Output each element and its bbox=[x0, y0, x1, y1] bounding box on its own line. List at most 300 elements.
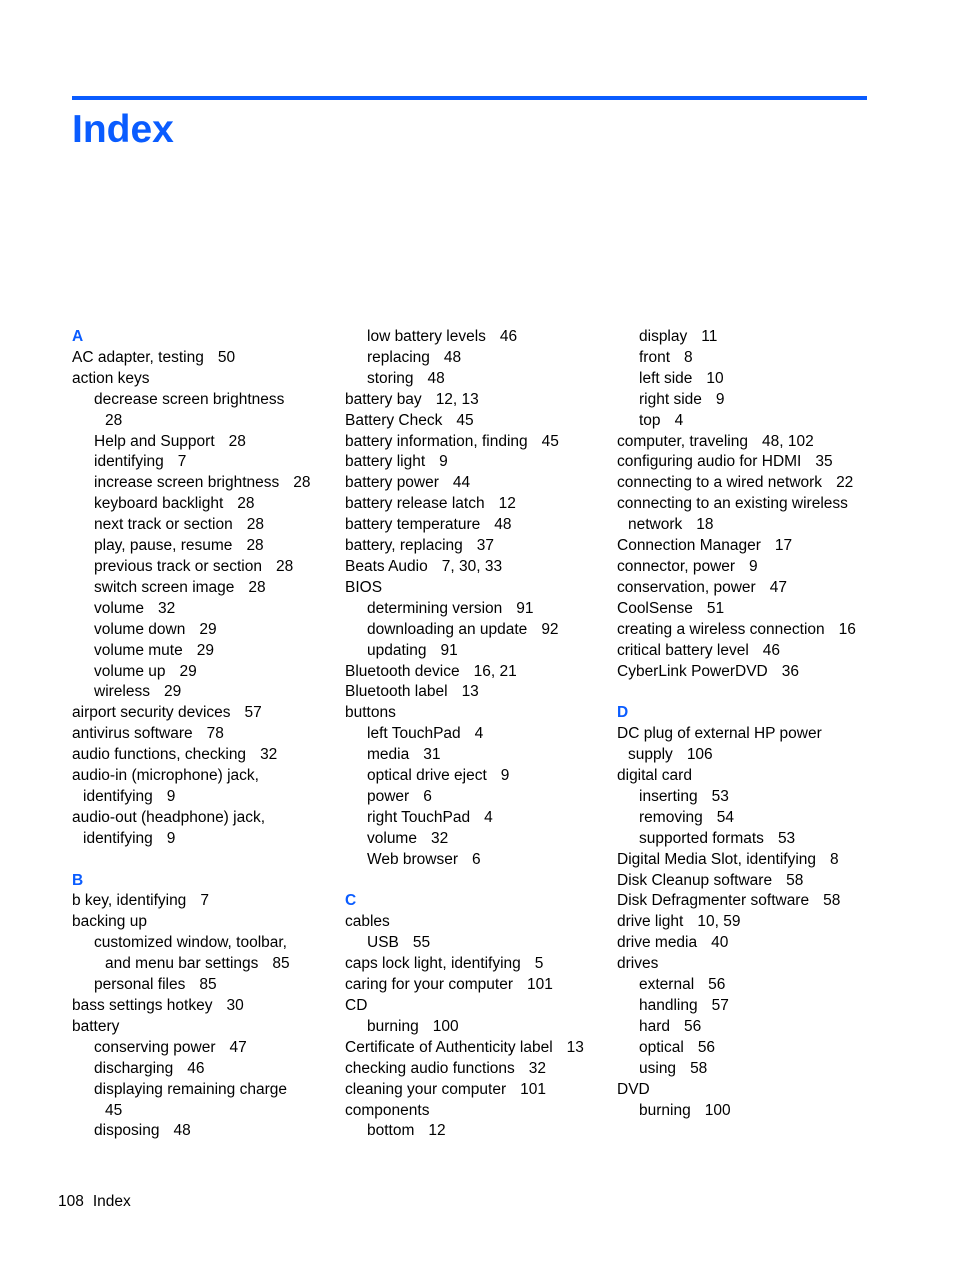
entry-page-numbers: 78 bbox=[206, 725, 224, 743]
index-column-1 bbox=[72, 327, 337, 1142]
index-entry bbox=[345, 975, 607, 996]
index-entry bbox=[617, 766, 877, 787]
entry-term: Help and Support bbox=[94, 432, 215, 450]
entry-page-numbers: 51 bbox=[706, 599, 725, 617]
entry-page-numbers: 100 bbox=[704, 1101, 731, 1119]
entry-term: configuring audio for HDMI bbox=[617, 453, 802, 471]
entry-term: volume mute bbox=[94, 641, 183, 659]
index-subentry bbox=[72, 641, 337, 662]
index-subentry bbox=[617, 829, 877, 850]
section-gap bbox=[345, 871, 607, 892]
entry-term: downloading an update bbox=[367, 620, 528, 638]
entry-page-numbers: 29 bbox=[163, 683, 182, 701]
entry-term: battery power bbox=[345, 474, 439, 492]
entry-term: increase screen brightness bbox=[94, 474, 280, 492]
index-entry bbox=[345, 1080, 607, 1101]
index-entry bbox=[617, 850, 877, 871]
entry-term: audio-in (microphone) jack, bbox=[72, 767, 259, 785]
entry-term: battery, replacing bbox=[345, 537, 463, 555]
entry-page-numbers: 4 bbox=[674, 411, 684, 429]
index-column-3 bbox=[617, 327, 877, 1121]
entry-term: drive media bbox=[617, 934, 698, 952]
entry-term: drive light bbox=[617, 913, 684, 931]
index-entry-continuation bbox=[72, 787, 337, 808]
entry-page-numbers: 46 bbox=[499, 328, 518, 345]
index-entry-continuation bbox=[72, 1101, 337, 1122]
entry-term: supply bbox=[628, 746, 673, 764]
entry-term: front bbox=[639, 348, 671, 366]
index-subentry bbox=[345, 1017, 607, 1038]
index-subentry bbox=[345, 787, 607, 808]
entry-term: wireless bbox=[94, 683, 150, 701]
entry-term: decrease screen brightness bbox=[94, 390, 285, 408]
index-entry bbox=[617, 912, 877, 933]
entry-term: CD bbox=[345, 996, 368, 1014]
entry-term: volume down bbox=[94, 620, 186, 638]
index-entry bbox=[617, 724, 877, 745]
entry-term: left TouchPad bbox=[367, 725, 461, 743]
index-entry bbox=[345, 1038, 607, 1059]
index-subentry bbox=[72, 662, 337, 683]
index-entry bbox=[72, 912, 337, 933]
index-entry bbox=[72, 766, 337, 787]
entry-page-numbers: 36 bbox=[781, 662, 799, 680]
entry-page-numbers: 17 bbox=[774, 537, 793, 555]
index-subentry bbox=[345, 829, 607, 850]
entry-page-numbers: 9 bbox=[166, 787, 176, 805]
entry-term: inserting bbox=[639, 787, 698, 805]
entry-term: cleaning your computer bbox=[345, 1080, 507, 1098]
entry-term: power bbox=[367, 787, 410, 805]
index-subentry bbox=[72, 390, 337, 411]
index-subentry bbox=[617, 808, 877, 829]
entry-term: display bbox=[639, 328, 688, 345]
entry-term: top bbox=[639, 411, 661, 429]
index-subentry bbox=[345, 766, 607, 787]
entry-term: conserving power bbox=[94, 1038, 216, 1056]
index-entry bbox=[617, 662, 877, 683]
index-entry bbox=[617, 578, 877, 599]
entry-page-numbers: 48, 102 bbox=[761, 432, 814, 450]
entry-page-numbers: 58 bbox=[823, 892, 841, 910]
entry-term: battery light bbox=[345, 453, 426, 471]
footer-title: Index bbox=[92, 1193, 131, 1210]
entry-page-numbers: 12 bbox=[428, 1122, 446, 1140]
entry-term: connecting to a wired network bbox=[617, 474, 823, 492]
entry-term: identifying bbox=[94, 453, 164, 471]
entry-page-numbers: 48 bbox=[494, 516, 512, 534]
index-subentry bbox=[345, 348, 607, 369]
index-subentry bbox=[72, 473, 337, 494]
entry-term: burning bbox=[367, 1017, 419, 1035]
entry-term: discharging bbox=[94, 1059, 174, 1077]
index-column-2 bbox=[345, 327, 607, 1142]
index-subentry bbox=[617, 1101, 877, 1122]
entry-term: b key, identifying bbox=[72, 892, 187, 910]
entry-term: hard bbox=[639, 1017, 671, 1035]
index-subentry bbox=[345, 641, 607, 662]
entry-term: Web browser bbox=[367, 850, 459, 868]
entry-page-numbers: 91 bbox=[440, 641, 458, 659]
entry-term: customized window, toolbar, bbox=[94, 934, 287, 952]
index-entry bbox=[617, 954, 877, 975]
entry-term: digital card bbox=[617, 767, 692, 785]
index-subentry bbox=[72, 536, 337, 557]
entry-term: CoolSense bbox=[617, 599, 693, 617]
entry-page-numbers: 32 bbox=[260, 746, 278, 764]
index-entry bbox=[72, 891, 337, 912]
index-subentry bbox=[72, 1059, 337, 1080]
index-entry bbox=[345, 578, 607, 599]
entry-page-numbers: 10 bbox=[706, 369, 724, 387]
entry-term: next track or section bbox=[94, 516, 233, 534]
entry-term: backing up bbox=[72, 913, 147, 931]
index-entry bbox=[617, 620, 877, 641]
index-subentry bbox=[617, 996, 877, 1017]
entry-term: optical drive eject bbox=[367, 767, 487, 785]
index-subentry bbox=[72, 975, 337, 996]
index-entry bbox=[617, 452, 877, 473]
entry-page-numbers: 9 bbox=[715, 390, 725, 408]
index-entry bbox=[617, 473, 877, 494]
entry-page-numbers: 47 bbox=[769, 578, 787, 596]
index-entry bbox=[345, 682, 607, 703]
entry-page-numbers: 32 bbox=[528, 1059, 547, 1077]
entry-page-numbers: 28 bbox=[246, 516, 264, 534]
entry-term: components bbox=[345, 1101, 430, 1119]
entry-page-numbers: 30 bbox=[226, 996, 244, 1014]
section-letter: B bbox=[72, 871, 84, 889]
index-subentry bbox=[617, 1017, 877, 1038]
entry-term: and menu bar settings bbox=[105, 955, 259, 973]
entry-term: battery temperature bbox=[345, 516, 481, 534]
entry-page-numbers: 6 bbox=[472, 850, 481, 868]
entry-term: network bbox=[628, 516, 683, 534]
entry-page-numbers: 58 bbox=[786, 871, 804, 889]
index-subentry bbox=[617, 975, 877, 996]
entry-page-numbers: 13 bbox=[461, 683, 479, 701]
index-entry bbox=[345, 1059, 607, 1080]
entry-page-numbers: 40 bbox=[711, 934, 729, 952]
entry-page-numbers: 92 bbox=[541, 620, 559, 638]
entry-page-numbers: 7, 30, 33 bbox=[441, 557, 503, 575]
entry-term: determining version bbox=[367, 599, 503, 617]
entry-term: Connection Manager bbox=[617, 537, 761, 555]
entry-term: right side bbox=[639, 390, 702, 408]
entry-page-numbers: 22 bbox=[836, 474, 854, 492]
index-subentry bbox=[72, 1038, 337, 1059]
entry-page-numbers: 13 bbox=[566, 1038, 584, 1056]
entry-term: BIOS bbox=[345, 578, 383, 596]
entry-page-numbers: 48 bbox=[443, 348, 462, 366]
index-entry-continuation bbox=[617, 515, 877, 536]
entry-page-numbers: 8 bbox=[830, 850, 839, 868]
entry-page-numbers: 48 bbox=[173, 1122, 191, 1140]
entry-page-numbers: 35 bbox=[815, 453, 833, 471]
entry-term: buttons bbox=[345, 704, 396, 722]
index-subentry bbox=[345, 724, 607, 745]
entry-term: DVD bbox=[617, 1080, 650, 1098]
entry-page-numbers: 28 bbox=[248, 578, 266, 596]
entry-term: storing bbox=[367, 369, 414, 387]
entry-page-numbers: 11 bbox=[701, 328, 718, 345]
index-subentry bbox=[617, 411, 877, 432]
entry-term: handling bbox=[639, 996, 698, 1014]
entry-term: displaying remaining charge bbox=[94, 1080, 288, 1098]
title-rule bbox=[72, 96, 867, 100]
entry-term: switch screen image bbox=[94, 578, 235, 596]
index-subentry bbox=[345, 850, 607, 871]
entry-page-numbers: 9 bbox=[749, 557, 758, 575]
index-subentry bbox=[345, 1121, 607, 1142]
entry-term: Disk Defragmenter software bbox=[617, 892, 810, 910]
entry-term: AC adapter, testing bbox=[72, 348, 204, 366]
entry-page-numbers: 53 bbox=[711, 787, 729, 805]
entry-term: removing bbox=[639, 808, 703, 826]
entry-page-numbers: 58 bbox=[690, 1059, 708, 1077]
entry-page-numbers: 32 bbox=[430, 829, 449, 847]
entry-page-numbers: 31 bbox=[423, 746, 441, 764]
entry-page-numbers: 55 bbox=[412, 934, 431, 952]
entry-page-numbers: 54 bbox=[716, 808, 734, 826]
entry-page-numbers: 85 bbox=[272, 955, 290, 973]
entry-term: critical battery level bbox=[617, 641, 749, 659]
page-title: Index bbox=[72, 108, 174, 151]
index-entry bbox=[617, 494, 877, 515]
index-subentry bbox=[72, 1121, 337, 1142]
entry-page-numbers: 16, 21 bbox=[473, 662, 517, 680]
index-subentry bbox=[345, 369, 607, 390]
entry-term: volume bbox=[94, 599, 144, 617]
index-entry bbox=[617, 871, 877, 892]
entry-page-numbers: 56 bbox=[697, 1038, 716, 1056]
entry-term: USB bbox=[367, 934, 399, 952]
index-entry bbox=[72, 1017, 337, 1038]
entry-page-numbers: 29 bbox=[196, 641, 214, 659]
entry-term: volume up bbox=[94, 662, 166, 680]
entry-page-numbers: 29 bbox=[179, 662, 197, 680]
index-entry bbox=[345, 494, 607, 515]
entry-page-numbers: 91 bbox=[516, 599, 534, 617]
entry-term: Battery Check bbox=[345, 411, 443, 429]
entry-page-numbers: 46 bbox=[187, 1059, 205, 1077]
index-entry bbox=[345, 557, 607, 578]
entry-term: identifying bbox=[83, 787, 153, 805]
entry-term: caps lock light, identifying bbox=[345, 955, 521, 973]
index-subentry bbox=[345, 327, 607, 348]
entry-term: Bluetooth device bbox=[345, 662, 460, 680]
index-entry bbox=[72, 703, 337, 724]
entry-page-numbers: 7 bbox=[200, 892, 209, 910]
entry-page-numbers: 37 bbox=[476, 537, 494, 555]
entry-page-numbers: 28 bbox=[246, 537, 264, 555]
entry-term: audio-out (headphone) jack, bbox=[72, 808, 266, 826]
entry-term: replacing bbox=[367, 348, 430, 366]
index-subentry bbox=[617, 390, 877, 411]
index-entry bbox=[345, 452, 607, 473]
index-entry bbox=[617, 536, 877, 557]
index-entry bbox=[617, 933, 877, 954]
entry-term: DC plug of external HP power bbox=[617, 725, 822, 743]
index-entry bbox=[617, 891, 877, 912]
entry-term: audio functions, checking bbox=[72, 746, 247, 764]
entry-term: battery information, finding bbox=[345, 432, 528, 450]
index-entry bbox=[345, 703, 607, 724]
entry-term: updating bbox=[367, 641, 427, 659]
index-entry-continuation bbox=[72, 954, 337, 975]
index-entry bbox=[72, 996, 337, 1017]
entry-page-numbers: 29 bbox=[199, 620, 217, 638]
entry-term: caring for your computer bbox=[345, 976, 513, 994]
entry-page-numbers: 101 bbox=[520, 1080, 546, 1098]
entry-term: Beats Audio bbox=[345, 557, 428, 575]
index-entry bbox=[72, 808, 337, 829]
index-entry bbox=[345, 996, 607, 1017]
entry-term: burning bbox=[639, 1101, 691, 1119]
entry-term: action keys bbox=[72, 369, 150, 387]
entry-page-numbers: 32 bbox=[157, 599, 176, 617]
entry-term: computer, traveling bbox=[617, 432, 748, 450]
entry-term: connecting to an existing wireless bbox=[617, 495, 848, 513]
index-subentry bbox=[72, 452, 337, 473]
entry-term: keyboard backlight bbox=[94, 495, 224, 513]
entry-term: supported formats bbox=[639, 829, 764, 847]
index-subentry bbox=[72, 432, 337, 453]
entry-term: right TouchPad bbox=[367, 808, 471, 826]
entry-term: optical bbox=[639, 1038, 684, 1056]
index-entry bbox=[72, 724, 337, 745]
entry-page-numbers: 45 bbox=[456, 411, 474, 429]
section-letter: A bbox=[72, 328, 84, 345]
index-entry bbox=[345, 954, 607, 975]
index-entry-continuation bbox=[72, 411, 337, 432]
entry-page-numbers: 106 bbox=[686, 746, 713, 764]
entry-page-numbers: 44 bbox=[452, 474, 471, 492]
entry-page-numbers: 53 bbox=[777, 829, 796, 847]
entry-term: low battery levels bbox=[367, 328, 486, 345]
entry-page-numbers: 57 bbox=[711, 996, 729, 1014]
entry-term: battery bay bbox=[345, 390, 422, 408]
section-gap bbox=[617, 682, 877, 703]
entry-term: drives bbox=[617, 955, 659, 973]
index-entry bbox=[617, 1080, 877, 1101]
entry-page-numbers: 9 bbox=[166, 829, 176, 847]
entry-page-numbers: 57 bbox=[244, 704, 262, 722]
index-subentry bbox=[72, 557, 337, 578]
entry-page-numbers: 85 bbox=[199, 976, 217, 994]
entry-term: using bbox=[639, 1059, 677, 1077]
index-subentry bbox=[345, 745, 607, 766]
entry-term: bass settings hotkey bbox=[72, 996, 213, 1014]
entry-page-numbers: 45 bbox=[541, 432, 559, 450]
index-subentry bbox=[345, 808, 607, 829]
section-letter: C bbox=[345, 892, 357, 910]
entry-term: Digital Media Slot, identifying bbox=[617, 850, 817, 868]
entry-page-numbers: 7 bbox=[177, 453, 187, 471]
footer-page-number: 108 bbox=[58, 1193, 84, 1210]
index-entry bbox=[345, 390, 607, 411]
index-entry bbox=[345, 912, 607, 933]
entry-term: left side bbox=[639, 369, 693, 387]
section-letter: D bbox=[617, 704, 629, 722]
entry-term: CyberLink PowerDVD bbox=[617, 662, 768, 680]
index-entry bbox=[345, 473, 607, 494]
entry-page-numbers: 6 bbox=[423, 787, 432, 805]
index-entry bbox=[345, 515, 607, 536]
entry-term: creating a wireless connection bbox=[617, 620, 825, 638]
index-subentry bbox=[72, 578, 337, 599]
index-entry bbox=[345, 662, 607, 683]
entry-term: disposing bbox=[94, 1122, 160, 1140]
index-subentry bbox=[72, 682, 337, 703]
index-entry bbox=[72, 745, 337, 766]
entry-term: previous track or section bbox=[94, 557, 262, 575]
entry-term: bottom bbox=[367, 1122, 415, 1140]
entry-term: cables bbox=[345, 913, 390, 931]
entry-page-numbers: 28 bbox=[237, 495, 255, 513]
entry-term: checking audio functions bbox=[345, 1059, 515, 1077]
entry-page-numbers: 4 bbox=[484, 808, 493, 826]
index-subentry bbox=[617, 369, 877, 390]
index-subentry bbox=[617, 1038, 877, 1059]
entry-page-numbers: 8 bbox=[684, 348, 693, 366]
index-subentry bbox=[345, 933, 607, 954]
index-subentry bbox=[72, 515, 337, 536]
entry-page-numbers: 9 bbox=[500, 767, 510, 785]
entry-page-numbers: 10, 59 bbox=[697, 913, 741, 931]
index-subentry bbox=[345, 620, 607, 641]
index-entry bbox=[345, 1101, 607, 1122]
entry-page-numbers: 28 bbox=[276, 557, 294, 575]
entry-term: Disk Cleanup software bbox=[617, 871, 773, 889]
entry-term: Certificate of Authenticity label bbox=[345, 1038, 553, 1056]
index-entry bbox=[617, 432, 877, 453]
index-subentry bbox=[617, 348, 877, 369]
entry-page-numbers: 50 bbox=[217, 348, 236, 366]
entry-page-numbers: 46 bbox=[762, 641, 781, 659]
entry-term: battery release latch bbox=[345, 495, 485, 513]
index-subentry bbox=[72, 620, 337, 641]
entry-term: airport security devices bbox=[72, 704, 231, 722]
entry-page-numbers: 5 bbox=[534, 955, 544, 973]
entry-page-numbers: 18 bbox=[696, 516, 714, 534]
entry-term: personal files bbox=[94, 976, 186, 994]
entry-term: play, pause, resume bbox=[94, 537, 233, 555]
entry-page-numbers: 12 bbox=[498, 495, 516, 513]
index-subentry bbox=[72, 599, 337, 620]
entry-term: identifying bbox=[83, 829, 153, 847]
entry-page-numbers: 100 bbox=[432, 1017, 459, 1035]
index-subentry bbox=[72, 494, 337, 515]
index-subentry bbox=[617, 327, 877, 348]
index-subentry bbox=[72, 933, 337, 954]
index-entry bbox=[345, 536, 607, 557]
section-gap bbox=[72, 850, 337, 871]
index-entry-continuation bbox=[617, 745, 877, 766]
entry-page-numbers: 16 bbox=[838, 620, 856, 638]
entry-page-numbers: 28 bbox=[293, 474, 311, 492]
entry-page-numbers: 45 bbox=[105, 1101, 123, 1119]
index-entry bbox=[72, 369, 337, 390]
entry-page-numbers: 12, 13 bbox=[435, 390, 479, 408]
entry-page-numbers: 28 bbox=[228, 432, 246, 450]
entry-term: media bbox=[367, 746, 410, 764]
entry-term: connector, power bbox=[617, 557, 736, 575]
index-entry bbox=[72, 348, 337, 369]
entry-term: Bluetooth label bbox=[345, 683, 448, 701]
entry-page-numbers: 56 bbox=[708, 976, 726, 994]
entry-page-numbers: 4 bbox=[474, 725, 484, 743]
